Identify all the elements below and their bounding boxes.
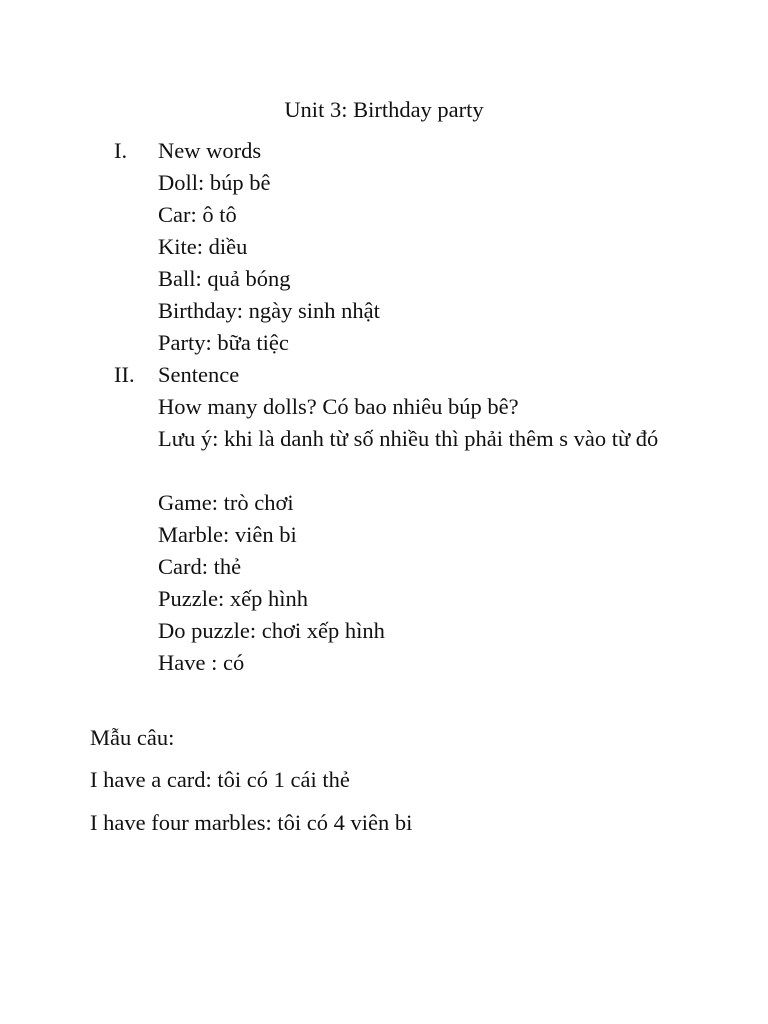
section-heading: Sentence	[158, 362, 240, 387]
section-lines	[158, 135, 678, 359]
vocab-item: Do puzzle: chơi xếp hình	[158, 618, 385, 643]
vocab-item: Puzzle: xếp hình	[158, 586, 308, 611]
vocab-item: Car: ô tô	[158, 202, 237, 227]
vocab-item: Ball: quả bóng	[158, 266, 291, 291]
example-line: I have four marbles: tôi có 4 viên bi	[90, 810, 413, 835]
section-heading: New words	[158, 138, 262, 163]
section-numeral: II.	[114, 362, 135, 387]
vocab-item: Doll: búp bê	[158, 170, 271, 195]
grammar-note: Lưu ý: khi là danh từ số nhiều thì phải thêm s vào từ đó	[158, 426, 659, 451]
vocab-item: Game: trò chơi	[158, 490, 294, 515]
section-lines	[158, 359, 678, 679]
vocab-item: Birthday: ngày sinh nhật	[158, 298, 380, 323]
vocab-item: Marble: viên bi	[158, 522, 297, 547]
vocab-item: Kite: diều	[158, 234, 248, 259]
blank-line	[158, 455, 678, 487]
page-title: Unit 3: Birthday party	[284, 97, 484, 122]
vocab-item: Card: thẻ	[158, 554, 242, 579]
example-sentence: How many dolls? Có bao nhiêu búp bê?	[158, 394, 519, 419]
vocab-item: Party: bữa tiệc	[158, 330, 289, 355]
vocab-item: Have : có	[158, 650, 245, 675]
section-numeral: I.	[114, 138, 128, 163]
examples-heading: Mẫu câu:	[90, 725, 175, 750]
example-line: I have a card: tôi có 1 cái thẻ	[90, 767, 350, 792]
